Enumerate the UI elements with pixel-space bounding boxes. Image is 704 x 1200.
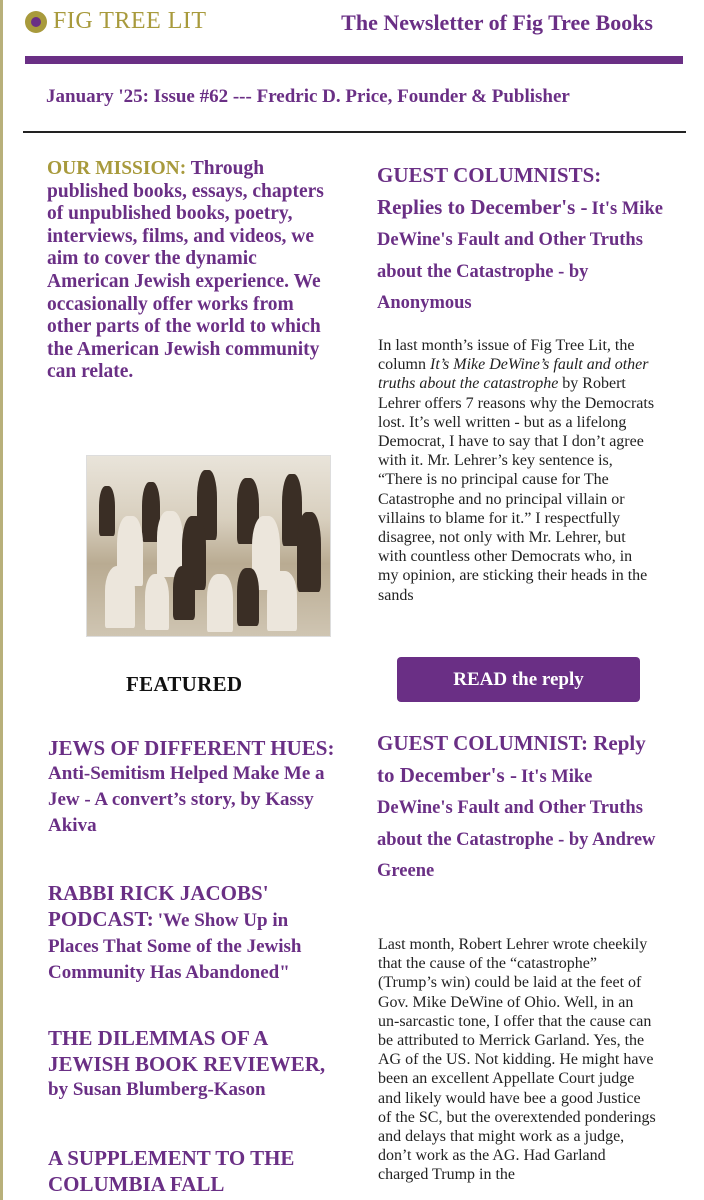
- featured-heading: FEATURED: [126, 672, 243, 696]
- featured-title[interactable]: JEWS OF DIFFERENT HUES:: [48, 736, 335, 760]
- mission-text: Through published books, essays, chapters of unpublished books, poetry, interviews, films, and videos, we aim to cover the dynamic American Jewish experience. We occasionally offer works from other parts of the world to which the American Jewish community can relate.: [47, 158, 324, 383]
- logo-text: FIG TREE LIT: [53, 8, 207, 34]
- mission-statement: [47, 158, 339, 384]
- section-divider: [23, 131, 686, 133]
- header-divider-bar: [25, 56, 683, 64]
- fig-icon: [25, 11, 47, 33]
- featured-item-dilemmas-of-a-book-reviewer[interactable]: [48, 1025, 338, 1103]
- guest-column-2-heading[interactable]: [377, 728, 667, 888]
- guest-column-1-subtitle[interactable]: It's Mike DeWine's Fault and Other Truths about the Catastrophe - by Anonymous: [377, 198, 663, 313]
- featured-title[interactable]: THE DILEMMAS OF A JEWISH BOOK REVIEWER,: [48, 1026, 326, 1076]
- featured-title[interactable]: A SUPPLEMENT TO THE COLUMBIA FALL: [48, 1146, 295, 1196]
- guest-column-2-subtitle[interactable]: It's Mike DeWine's Fault and Other Truths about the Catastrophe - by Andrew Greene: [377, 766, 656, 881]
- featured-title[interactable]: RABBI RICK JACOBS' PODCAST:: [48, 881, 269, 931]
- read-the-reply-button[interactable]: READ the reply: [397, 657, 640, 702]
- featured-item-rabbi-rick-jacobs-podcast[interactable]: [48, 880, 338, 986]
- guest-column-1-excerpt: In last month’s issue of Fig Tree Lit, the column It’s Mike DeWine’s fault and other truths about the catastrophe by Robert Lehrer offers 7 reasons why the Democrats lost. It’s well written - but as a lifelong Democrat, I have to say that I don’t agree with it. Mr. Lehrer’s key sentence is, “There is no principal cause for The Catastrophe and no principal villain or villains to blame for it.” I respectfully disagree, not only with Mr. Lehrer, but with countless other Democrats who, in my opinion, are sticking their heads in the sands: [378, 337, 655, 604]
- mission-label: OUR MISSION:: [47, 158, 187, 179]
- featured-item-jews-of-different-hues[interactable]: [48, 735, 338, 839]
- newsletter-header: [25, 8, 685, 38]
- guest-column-1-title[interactable]: GUEST COLUMNISTS: Replies to December's -: [377, 163, 602, 219]
- newsletter-title: The Newsletter of Fig Tree Books: [341, 10, 653, 35]
- featured-subtitle[interactable]: 'We Show Up in Places That Some of the Jewish Community Has Abandoned": [48, 910, 302, 983]
- featured-item-supplement-columbia-fall[interactable]: [48, 1145, 338, 1197]
- page-left-border: [0, 0, 3, 1200]
- guest-column-2-excerpt: Last month, Robert Lehrer wrote cheekily that the cause of the “catastrophe” (Trump’s win) could be laid at the feet of Gov. Mike DeWine of Ohio. Well, in an un-sarcastic tone, I offer that the cause can be attributed to Merrick Garland. Yes, the AG of the US. Not kidding. He might have been an excellent Appellate Court judge and likely would have bee a good Justice of the SC, but the overextended ponderings and delays that might work as a judge, don’t work as the AG. Had Garland charged Trump in the: [378, 936, 656, 1184]
- featured-subtitle[interactable]: by Susan Blumberg-Kason: [48, 1079, 266, 1100]
- guest-column-1-heading[interactable]: [377, 160, 667, 320]
- logo[interactable]: [25, 8, 207, 35]
- issue-line: January '25: Issue #62 --- Fredric D. Price, Founder & Publisher: [46, 86, 570, 107]
- family-photo: [86, 455, 331, 637]
- guest-column-2-title[interactable]: GUEST COLUMNIST: Reply to December's -: [377, 731, 646, 787]
- column-title-italic: It’s Mike DeWine’s fault and other truths about the catastrophe: [378, 356, 649, 393]
- featured-subtitle[interactable]: Anti-Semitism Helped Make Me a Jew - A convert’s story, by Kassy Akiva: [48, 763, 325, 836]
